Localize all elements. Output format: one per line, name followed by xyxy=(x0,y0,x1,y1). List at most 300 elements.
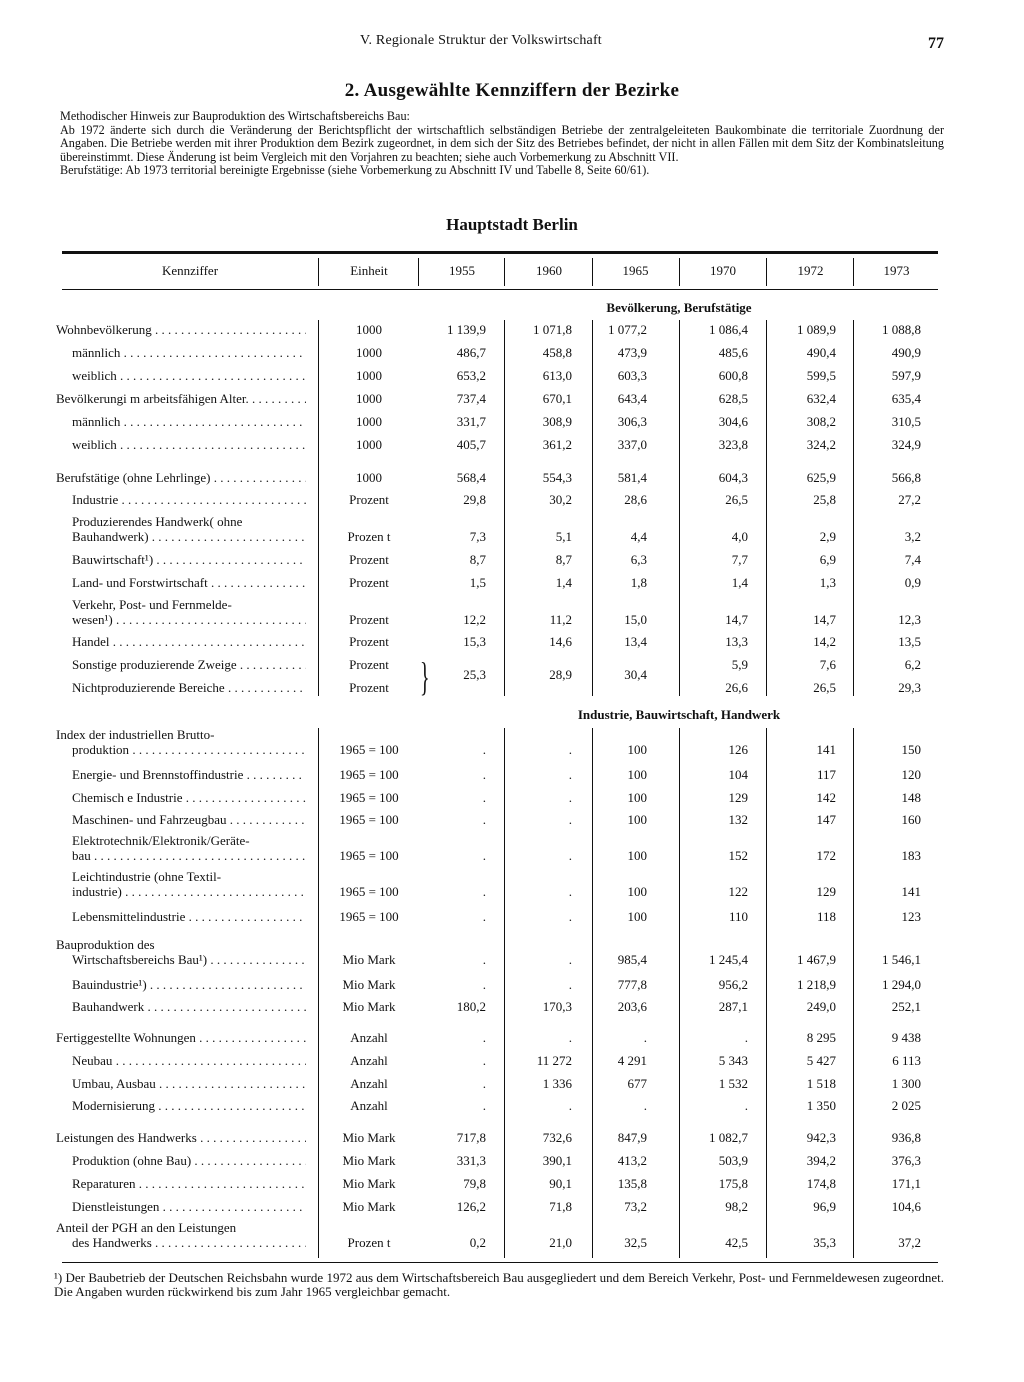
row-unit: Anzahl xyxy=(350,1030,388,1045)
row-value-1970: 600,8 xyxy=(718,368,748,383)
col-divider xyxy=(592,258,593,286)
row-label xyxy=(72,1176,306,1191)
row-value-1955: . xyxy=(482,977,486,992)
row-value-1965: 32,5 xyxy=(624,1235,647,1250)
row-value-1972: 1 218,9 xyxy=(797,977,836,992)
row-value-1955: 1,5 xyxy=(469,575,486,590)
row-label-line: Sonstige produzierende Zweige . . . xyxy=(72,657,306,672)
col-divider xyxy=(766,728,767,1258)
row-value-1955: 331,3 xyxy=(456,1153,486,1168)
row-value-1955: 405,7 xyxy=(456,437,486,452)
section-label-industry: Industrie, Bauwirtschaft, Handwerk xyxy=(577,707,781,722)
row-label-line: Lebensmittelindustrie . . . xyxy=(72,909,306,924)
row-value-1955: 717,8 xyxy=(456,1130,486,1145)
row-label xyxy=(72,368,306,383)
row-unit: Mio Mark xyxy=(342,1176,396,1191)
row-value-1973: 252,1 xyxy=(891,999,921,1014)
row-value-1955: . xyxy=(482,884,486,899)
row-label-line: Bauindustrie¹) . . . xyxy=(72,977,306,992)
row-value-1955: . xyxy=(482,742,486,757)
row-unit: Mio Mark xyxy=(342,1199,396,1214)
row-value-1972: 942,3 xyxy=(806,1130,836,1145)
row-label xyxy=(72,514,306,544)
row-label-line: Berufstätige (ohne Lehrlinge) . . . xyxy=(56,470,306,485)
row-value-1970: 42,5 xyxy=(725,1235,748,1250)
row-label-line: Leistungen des Handwerks . . . xyxy=(56,1130,306,1145)
row-value-1970: 5,9 xyxy=(731,657,748,672)
row-value-1973: 104,6 xyxy=(891,1199,921,1214)
row-value-1970: 287,1 xyxy=(718,999,748,1014)
row-value-1955: 29,8 xyxy=(463,492,486,507)
row-value-1972: 174,8 xyxy=(806,1176,836,1191)
row-value-1955: 737,4 xyxy=(456,391,486,406)
row-value-1955: 0,2 xyxy=(469,1235,486,1250)
row-value-1970: 110 xyxy=(728,909,748,924)
row-value-1965: 203,6 xyxy=(617,999,647,1014)
row-value-1973: 324,9 xyxy=(891,437,921,452)
row-value-1955: . xyxy=(482,812,486,827)
row-value-1970: 13,3 xyxy=(725,634,748,649)
row-value-1955: . xyxy=(482,767,486,782)
row-value-1973: 29,3 xyxy=(898,680,921,695)
row-value-1972: 26,5 xyxy=(813,680,836,695)
row-label-line: Wohnbevölkerung . . . xyxy=(56,322,306,337)
row-label-line: Produktion (ohne Bau) . . . xyxy=(72,1153,306,1168)
row-label-line: Neubau . . . xyxy=(72,1053,306,1068)
col-divider xyxy=(766,258,767,286)
row-label-line: Index der industriellen Brutto- xyxy=(56,727,215,742)
note-body: Ab 1972 änderte sich durch die Veränderung der Berichtspflicht der wirtschaftlich selbständigen Betriebe der zentralgeleiteten Baukombinate die territoriale Zuordnung der Angaben. Die Betriebe werden mit ihrer Produktion dem Bezirk zugeordnet, in dem sich der Sitz des Betriebes befindet, der nicht in allen Fällen mit dem Sitz der Kombinatsleitung übereinstimmt. Diese Änderung ist beim Vergleich mit den Vorjahren zu beachten; siehe auch Vorbemerkung zu Abschnitt VII. xyxy=(60,122,944,164)
row-unit: Prozent xyxy=(349,492,389,507)
row-unit: Mio Mark xyxy=(342,999,396,1014)
footnote: ¹) Der Baubetrieb der Deutschen Reichsbahn wurde 1972 aus dem Wirtschaftsbereich Bau ausgegliedert und dem Bereich Verkehr, Post- und Fernmeldewesen zugeordnet. Die Angaben wurden rückwirkend bis zum Jahr 1965 vergleichbar gemacht. xyxy=(54,1270,944,1299)
row-value-1965: 6,3 xyxy=(630,552,647,567)
row-value-1960: 90,1 xyxy=(549,1176,572,1191)
row-value-1973: 27,2 xyxy=(898,492,921,507)
row-value-1972: 8 295 xyxy=(806,1030,836,1045)
row-value-1973: 148 xyxy=(901,790,921,805)
row-value-1970: 1 086,4 xyxy=(709,322,748,337)
row-value-1973: 120 xyxy=(901,767,921,782)
row-value-1960: . xyxy=(568,812,572,827)
row-value-1973: 150 xyxy=(901,742,921,757)
row-value-1972: 25,8 xyxy=(813,492,836,507)
row-label xyxy=(72,977,306,992)
row-value-1955: 15,3 xyxy=(463,634,486,649)
row-unit: Mio Mark xyxy=(342,952,396,967)
row-label-line: Maschinen- und Fahrzeugbau . . . xyxy=(72,812,306,827)
row-unit: 1000 xyxy=(356,414,382,429)
row-value-1970: 152 xyxy=(728,848,748,863)
row-value-1955: 8,7 xyxy=(469,552,486,567)
row-value-1972: 172 xyxy=(816,848,836,863)
row-value-1965: 777,8 xyxy=(617,977,647,992)
row-value-1960: 1 071,8 xyxy=(533,322,572,337)
row-value-1955: . xyxy=(482,952,486,967)
row-label-line: Nichtproduzierende Bereiche . . . xyxy=(72,680,306,695)
row-value-1960: . xyxy=(568,977,572,992)
row-value-1973: 1 546,1 xyxy=(882,952,921,967)
row-value-1973: 160 xyxy=(901,812,921,827)
row-value-1965: 847,9 xyxy=(617,1130,647,1145)
page-header xyxy=(60,33,944,57)
row-value-1970: 1,4 xyxy=(731,575,748,590)
section-title: 2. Ausgewählte Kennziffern der Bezirke xyxy=(344,80,680,101)
row-value-1972: 1 518 xyxy=(806,1076,836,1091)
row-unit: Anzahl xyxy=(350,1053,388,1068)
row-value-1965: 1 077,2 xyxy=(608,322,647,337)
row-label xyxy=(72,767,306,782)
row-label-line: Verkehr, Post- und Fernmelde- xyxy=(72,597,232,612)
row-value-1960: . xyxy=(568,790,572,805)
row-value-1955: . xyxy=(482,1030,486,1045)
row-value-1973: 13,5 xyxy=(898,634,921,649)
row-value-1972: 14,2 xyxy=(813,634,836,649)
row-label-line: Elektrotechnik/Elektronik/Geräte- xyxy=(72,833,250,848)
col-divider xyxy=(853,320,854,696)
row-value-1965: 4 291 xyxy=(617,1053,647,1068)
row-unit: Anzahl xyxy=(350,1098,388,1113)
row-value-1955: . xyxy=(482,1098,486,1113)
row-value-1965: 1,8 xyxy=(630,575,647,590)
row-value-1972: 394,2 xyxy=(806,1153,836,1168)
row-value-1960: . xyxy=(568,767,572,782)
row-value-1973: 9 438 xyxy=(891,1030,921,1045)
row-value-1973: 376,3 xyxy=(891,1153,921,1168)
row-unit: Mio Mark xyxy=(342,1130,396,1145)
row-unit: Prozent xyxy=(349,612,389,627)
row-value-1972: 1 350 xyxy=(806,1098,836,1113)
row-label xyxy=(72,869,306,899)
row-value-1955: 568,4 xyxy=(456,470,486,485)
row-value-1973: 6,2 xyxy=(904,657,921,672)
row-value-1960: . xyxy=(568,952,572,967)
row-value-1970: 122 xyxy=(728,884,748,899)
row-value-1960: 21,0 xyxy=(549,1235,572,1250)
row-label-line: Wirtschaftsbereichs Bau¹) . . . xyxy=(56,952,306,967)
row-value-1970: 26,6 xyxy=(725,680,748,695)
row-value-1972: 632,4 xyxy=(806,391,836,406)
row-value-1955: 486,7 xyxy=(456,345,486,360)
col-divider xyxy=(504,728,505,1258)
row-unit: 1965 = 100 xyxy=(339,909,399,924)
col-divider xyxy=(853,258,854,286)
row-value-1972: 599,5 xyxy=(806,368,836,383)
row-label-line: Anteil der PGH an den Leistungen xyxy=(56,1220,237,1235)
col-divider xyxy=(318,728,319,1258)
row-value-1973: 12,3 xyxy=(898,612,921,627)
row-value-1973: 490,9 xyxy=(891,345,921,360)
row-value-1970: 503,9 xyxy=(718,1153,748,1168)
row-value-1970: . xyxy=(744,1030,748,1045)
row-label xyxy=(72,909,306,924)
row-value-1973: 3,2 xyxy=(904,529,921,544)
note-heading: Methodischer Hinweis zur Bauproduktion des Wirtschaftsbereichs Bau: xyxy=(60,109,410,123)
row-unit: 1000 xyxy=(356,345,382,360)
row-unit: Prozent xyxy=(349,552,389,567)
row-value-1972: 96,9 xyxy=(813,1199,836,1214)
row-label xyxy=(72,634,306,649)
row-value-1965: 337,0 xyxy=(617,437,647,452)
row-value-1973: 1 294,0 xyxy=(882,977,921,992)
row-label-line: Fertiggestellte Wohnungen . . . xyxy=(56,1030,306,1045)
row-value-1972: 324,2 xyxy=(806,437,836,452)
row-label-line: des Handwerks . . . xyxy=(56,1235,306,1250)
row-value-1960: 170,3 xyxy=(542,999,572,1014)
row-value-1970: 175,8 xyxy=(718,1176,748,1191)
row-value-1955: . xyxy=(482,1076,486,1091)
row-value-1972: 308,2 xyxy=(806,414,836,429)
row-value-1960: 71,8 xyxy=(549,1199,572,1214)
row-unit: Prozen t xyxy=(347,529,391,544)
row-value-1965: 135,8 xyxy=(617,1176,647,1191)
col-divider xyxy=(504,258,505,286)
row-value-1960: 670,1 xyxy=(542,391,572,406)
row-value-1970: . xyxy=(744,1098,748,1113)
col-header-1960: 1960 xyxy=(536,263,562,278)
row-value-1972: 142 xyxy=(816,790,836,805)
row-value-1970: 104 xyxy=(728,767,748,782)
row-value-1965: 100 xyxy=(627,790,647,805)
note-employment: Berufstätige: Ab 1973 territorial bereinigte Ergebnisse (siehe Vorbemerkung zu Abschnitt IV und Tabelle 8, Seite 60/61). xyxy=(60,163,650,177)
row-value-1970: 1 082,7 xyxy=(709,1130,748,1145)
row-label-line: Bauwirtschaft¹) . . . xyxy=(72,552,306,567)
row-value-1973: 310,5 xyxy=(891,414,921,429)
row-value-1970: 126 xyxy=(728,742,748,757)
row-value-1965: 28,6 xyxy=(624,492,647,507)
row-value-1973: 2 025 xyxy=(891,1098,921,1113)
row-label xyxy=(72,414,306,429)
page-number: 77 xyxy=(928,35,944,52)
row-value-1955: 1 139,9 xyxy=(447,322,486,337)
row-value-1973: 1 300 xyxy=(891,1076,921,1091)
row-value-1970: 323,8 xyxy=(718,437,748,452)
col-divider xyxy=(318,258,319,286)
row-label-line: männlich . . . xyxy=(72,414,306,429)
row-value-1960: . xyxy=(568,1098,572,1113)
table-top-rule xyxy=(62,251,938,254)
row-value-1960: . xyxy=(568,909,572,924)
row-label-line: Industrie . . . xyxy=(72,492,306,507)
merged-value-1965: 30,4 xyxy=(624,667,647,682)
row-label xyxy=(72,657,306,672)
row-value-1960: 361,2 xyxy=(542,437,572,452)
row-unit: 1000 xyxy=(356,391,382,406)
row-label xyxy=(72,1053,306,1068)
row-value-1973: 635,4 xyxy=(891,391,921,406)
row-label xyxy=(72,1199,306,1214)
row-value-1955: 180,2 xyxy=(456,999,486,1014)
row-value-1973: 123 xyxy=(901,909,921,924)
row-value-1960: . xyxy=(568,884,572,899)
row-value-1960: . xyxy=(568,742,572,757)
row-value-1960: 458,8 xyxy=(542,345,572,360)
row-value-1955: 12,2 xyxy=(463,612,486,627)
row-value-1965: 643,4 xyxy=(617,391,647,406)
row-label-line: Chemisch e Industrie . . . xyxy=(72,790,306,805)
row-label xyxy=(72,833,306,863)
row-value-1973: 0,9 xyxy=(904,575,921,590)
row-label-line: Bauhandwerk) . . . xyxy=(72,529,306,544)
row-value-1970: 7,7 xyxy=(731,552,748,567)
row-label-line: weiblich . . . xyxy=(72,437,306,452)
row-value-1955: 126,2 xyxy=(456,1199,486,1214)
row-value-1960: 1 336 xyxy=(542,1076,572,1091)
methodological-notes xyxy=(60,110,944,178)
row-label xyxy=(56,1220,306,1250)
row-value-1972: 490,4 xyxy=(806,345,836,360)
row-label xyxy=(72,492,306,507)
row-value-1970: 98,2 xyxy=(725,1199,748,1214)
row-label-line: Produzierendes Handwerk( ohne xyxy=(72,514,243,529)
row-value-1960: 554,3 xyxy=(542,470,572,485)
row-value-1970: 628,5 xyxy=(718,391,748,406)
row-value-1965: 100 xyxy=(627,848,647,863)
row-value-1955: . xyxy=(482,790,486,805)
row-value-1970: 1 532 xyxy=(718,1076,748,1091)
row-value-1973: 6 113 xyxy=(892,1053,921,1068)
row-value-1965: 100 xyxy=(627,909,647,924)
row-value-1972: 14,7 xyxy=(813,612,836,627)
row-label xyxy=(56,1130,306,1145)
row-value-1965: 100 xyxy=(627,742,647,757)
row-value-1972: 1 089,9 xyxy=(797,322,836,337)
row-label-line: Bauhandwerk . . . xyxy=(72,999,306,1014)
row-value-1965: 13,4 xyxy=(624,634,647,649)
row-value-1965: 100 xyxy=(627,767,647,782)
col-divider xyxy=(766,320,767,696)
row-label xyxy=(56,391,306,406)
row-value-1960: 613,0 xyxy=(542,368,572,383)
col-divider xyxy=(318,320,319,696)
row-unit: Mio Mark xyxy=(342,1153,396,1168)
row-label-line: Bevölkerungi m arbeitsfähigen Alter. . . . xyxy=(56,391,306,406)
row-value-1955: . xyxy=(482,848,486,863)
row-label xyxy=(56,937,306,967)
row-value-1965: 73,2 xyxy=(624,1199,647,1214)
row-value-1973: 936,8 xyxy=(891,1130,921,1145)
row-value-1960: 5,1 xyxy=(555,529,572,544)
row-value-1960: 11 272 xyxy=(536,1053,572,1068)
row-label-line: weiblich . . . xyxy=(72,368,306,383)
row-value-1965: 677 xyxy=(627,1076,647,1091)
row-value-1955: . xyxy=(482,1053,486,1068)
row-value-1960: . xyxy=(568,1030,572,1045)
row-unit: 1000 xyxy=(356,470,382,485)
row-label-line: Dienstleistungen . . . xyxy=(72,1199,306,1214)
row-value-1965: 100 xyxy=(627,884,647,899)
row-value-1970: 485,6 xyxy=(718,345,748,360)
row-unit: Prozen t xyxy=(347,1235,391,1250)
table-bottom-rule xyxy=(62,1262,938,1263)
row-value-1972: 141 xyxy=(816,742,836,757)
row-label-line: bau . . . xyxy=(72,848,306,863)
col-header-einheit: Einheit xyxy=(350,263,388,278)
row-value-1960: 390,1 xyxy=(542,1153,572,1168)
table-subtitle: Hauptstadt Berlin xyxy=(446,215,578,234)
row-label xyxy=(72,999,306,1014)
row-value-1965: 306,3 xyxy=(617,414,647,429)
row-value-1960: 11,2 xyxy=(549,612,572,627)
row-label-line: produktion . . . xyxy=(56,742,306,757)
row-unit: 1965 = 100 xyxy=(339,767,399,782)
row-value-1972: 1 467,9 xyxy=(797,952,836,967)
row-unit: Prozent xyxy=(349,575,389,590)
row-value-1960: 8,7 xyxy=(555,552,572,567)
row-value-1960: 308,9 xyxy=(542,414,572,429)
row-value-1955: 79,8 xyxy=(463,1176,486,1191)
row-value-1960: 732,6 xyxy=(542,1130,572,1145)
row-value-1965: 603,3 xyxy=(617,368,647,383)
row-value-1965: 15,0 xyxy=(624,612,647,627)
row-label-line: Modernisierung . . . xyxy=(72,1098,306,1113)
row-value-1970: 304,6 xyxy=(718,414,748,429)
row-label-line: Land- und Forstwirtschaft . . . xyxy=(72,575,306,590)
row-value-1970: 26,5 xyxy=(725,492,748,507)
row-value-1970: 1 245,4 xyxy=(709,952,748,967)
row-value-1973: 566,8 xyxy=(891,470,921,485)
row-label xyxy=(72,437,306,452)
row-label-line: Handel . . . xyxy=(72,634,306,649)
col-header-1965: 1965 xyxy=(622,263,649,278)
col-header-1972: 1972 xyxy=(797,263,824,278)
row-unit: Prozent xyxy=(349,657,389,672)
merge-brace: } xyxy=(420,654,430,699)
row-value-1960: 1,4 xyxy=(555,575,572,590)
row-value-1960: 14,6 xyxy=(549,634,572,649)
row-value-1973: 183 xyxy=(901,848,921,863)
row-value-1972: 117 xyxy=(816,767,836,782)
col-header-1970: 1970 xyxy=(710,263,736,278)
col-divider xyxy=(418,258,419,286)
row-value-1970: 604,3 xyxy=(718,470,748,485)
row-value-1965: . xyxy=(643,1030,647,1045)
row-label xyxy=(72,597,306,627)
row-value-1970: 5 343 xyxy=(718,1053,748,1068)
row-label xyxy=(56,1030,306,1045)
row-value-1972: 5 427 xyxy=(806,1053,836,1068)
row-label xyxy=(72,575,306,590)
row-unit: 1965 = 100 xyxy=(339,812,399,827)
row-label xyxy=(72,1076,306,1091)
row-value-1960: 30,2 xyxy=(549,492,572,507)
row-value-1955: 7,3 xyxy=(469,529,486,544)
row-value-1973: 1 088,8 xyxy=(882,322,921,337)
col-header-kennziffer: Kennziffer xyxy=(161,263,219,278)
row-value-1965: 4,4 xyxy=(630,529,647,544)
row-value-1972: 1,3 xyxy=(819,575,836,590)
row-label xyxy=(72,790,306,805)
row-value-1972: 7,6 xyxy=(819,657,836,672)
col-divider xyxy=(504,320,505,696)
row-label-line: wesen¹) . . . xyxy=(72,612,306,627)
header-bottom-rule xyxy=(62,289,938,290)
running-head: V. Regionale Struktur der Volkswirtschaft xyxy=(360,33,602,48)
row-unit: 1000 xyxy=(356,437,382,452)
row-value-1965: 473,9 xyxy=(617,345,647,360)
row-value-1970: 132 xyxy=(728,812,748,827)
row-unit: 1965 = 100 xyxy=(339,742,399,757)
row-label-line: industrie) . . . xyxy=(72,884,306,899)
row-label-line: Leichtindustrie (ohne Textil- xyxy=(72,869,222,884)
row-label-line: Umbau, Ausbau . . . xyxy=(72,1076,306,1091)
row-value-1970: 956,2 xyxy=(718,977,748,992)
row-label xyxy=(56,727,306,757)
row-label xyxy=(72,812,306,827)
row-value-1972: 35,3 xyxy=(813,1235,836,1250)
col-divider xyxy=(679,258,680,286)
row-value-1965: . xyxy=(643,1098,647,1113)
